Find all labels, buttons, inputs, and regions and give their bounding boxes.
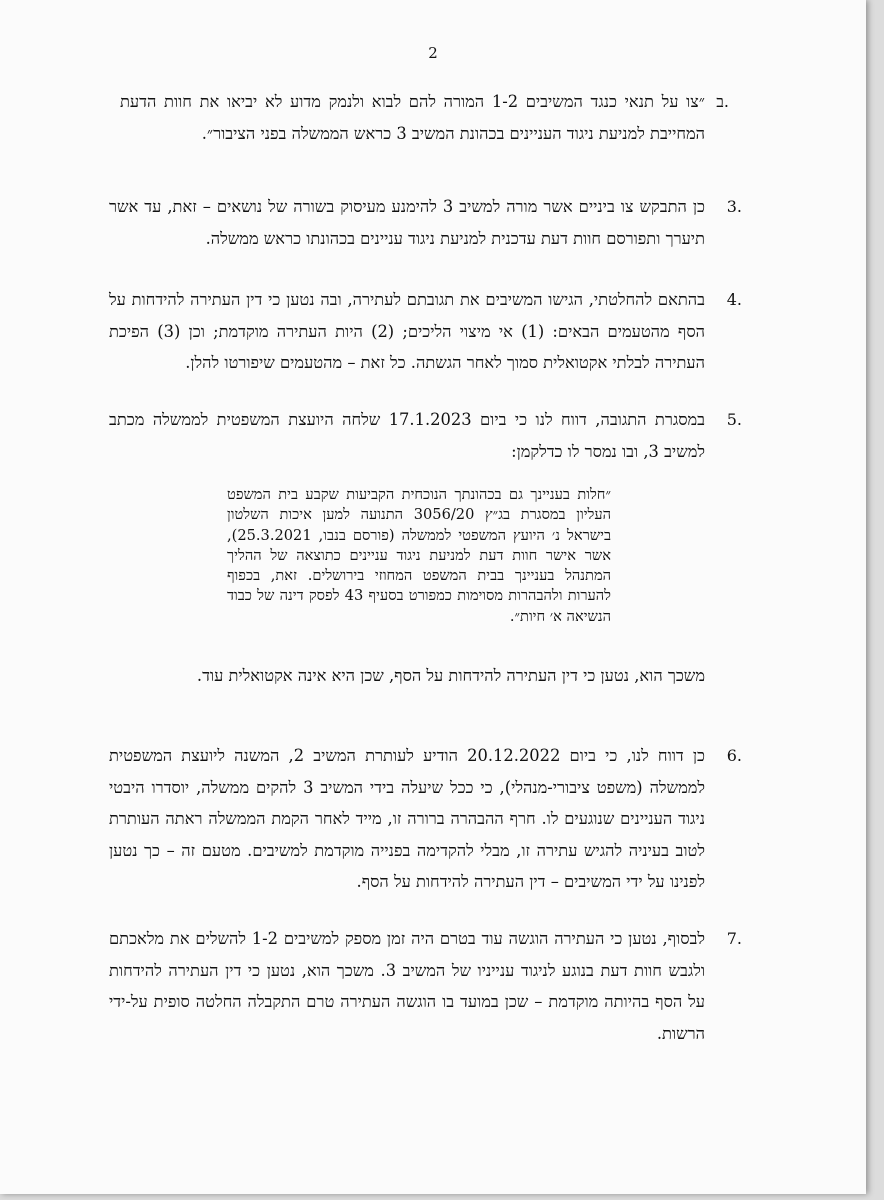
paragraph-marker: ב. (716, 92, 729, 111)
paragraph-text: לבסוף, נטען כי העתירה הוגשה עוד בטרם היה זמן מספק למשיבים 1-2 להשלים את מלאכתם ולגבש חוות דעת בנוגע לניגוד ענייניו של המשיב 3. משכך הוא, נטען כי דין העתירה להידחות על הסף בהיותה מוקדמת – שכן במועד בו הוגשה העתירה טרם התקבלה החלטה סופית על-ידי הרשות. (109, 929, 706, 1043)
paragraph-number: 5. (726, 410, 742, 429)
paragraph-text: ״צו על תנאי כנגד המשיבים 1-2 המורה להם לבוא ולנמק מדוע לא יביאו את חוות הדעת המחייבת למניעת ניגוד העניינים בכהונת המשיב 3 כראש הממשלה בפני הציבור״. (120, 92, 705, 143)
paragraph-text: בהתאם להחלטתי, הגישו המשיבים את תגובתם לעתירה, ובה נטען כי דין העתירה להידחות על הסף מהטעמים הבאים: (1) אי מיצוי הליכים; (2) היות העתירה מוקדמת; וכן (3) הפיכת העתירה לבלתי אקטואלית סמוך לאחר הגשתה. כל זאת – מהטעמים שיפורטו להלן. (109, 290, 705, 372)
paragraph-number: 6. (726, 746, 742, 765)
paragraph-number: 4. (726, 290, 742, 309)
block-quote: ״חלות בעניינך גם בכהונתך הנוכחית הקביעות שקבע בית המשפט העליון במסגרת בג״ץ 3056/20 התנועה למען איכות השלטון בישראל נ׳ היועץ המשפטי לממשלה (פורסם בנבו, 25.3.2021), אשר אישר חוות דעת למניעת ניגוד עניינים כתוצאה של ההליך המתנהל בעניינך בבית המשפט המחוזי בירושלים. זאת, בכפוף להערות ולהבהרות מסוימות כמפורט בסעיף 43 לפסק דינה של כבוד הנשיאה א׳ חיות״. (227, 486, 612, 625)
paragraph-number: 3. (726, 197, 742, 216)
paragraph-text: במסגרת התגובה, דווח לנו כי ביום 17.1.2023 שלחה היועצת המשפטית לממשלה מכתב למשיב 3, ובו נמסר לו כדלקמן: (109, 410, 705, 461)
paragraph-number: 7. (726, 929, 742, 948)
paragraph-text: כן התבקש צו ביניים אשר מורה למשיב 3 להימנע מעיסוק בשורה של נושאים – זאת, עד אשר תיערך ותפורסם חוות דעת עדכנית למניעת ניגוד עניינים בכהונתו כראש ממשלה. (109, 197, 706, 248)
paragraph-continuation: משכך הוא, נטען כי דין העתירה להידחות על הסף, שכן היא אינה אקטואלית עוד. (196, 666, 705, 685)
paragraph-text: כן דווח לנו, כי ביום 20.12.2022 הודיע לעותרת המשיב 2, המשנה ליועצת המשפטית לממשלה (משפט ציבורי-מנהלי), כי ככל שיעלה בידי המשיב 3 להקים ממשלה, יוסדרו היבטי ניגוד העניינים שנוגעים לו. חרף ההבהרה ברורה זו, מייד לאחר הקמת הממשלה ראתה העותרת לטוב בעיניה להגיש עתירה זו, מבלי להקדימה בפנייה מוקדמת למשיבים. מטעם זה – כך נטען לפנינו על ידי המשיבים – דין העתירה להידחות על הסף. (109, 746, 706, 891)
page-number: 2 (428, 44, 438, 62)
